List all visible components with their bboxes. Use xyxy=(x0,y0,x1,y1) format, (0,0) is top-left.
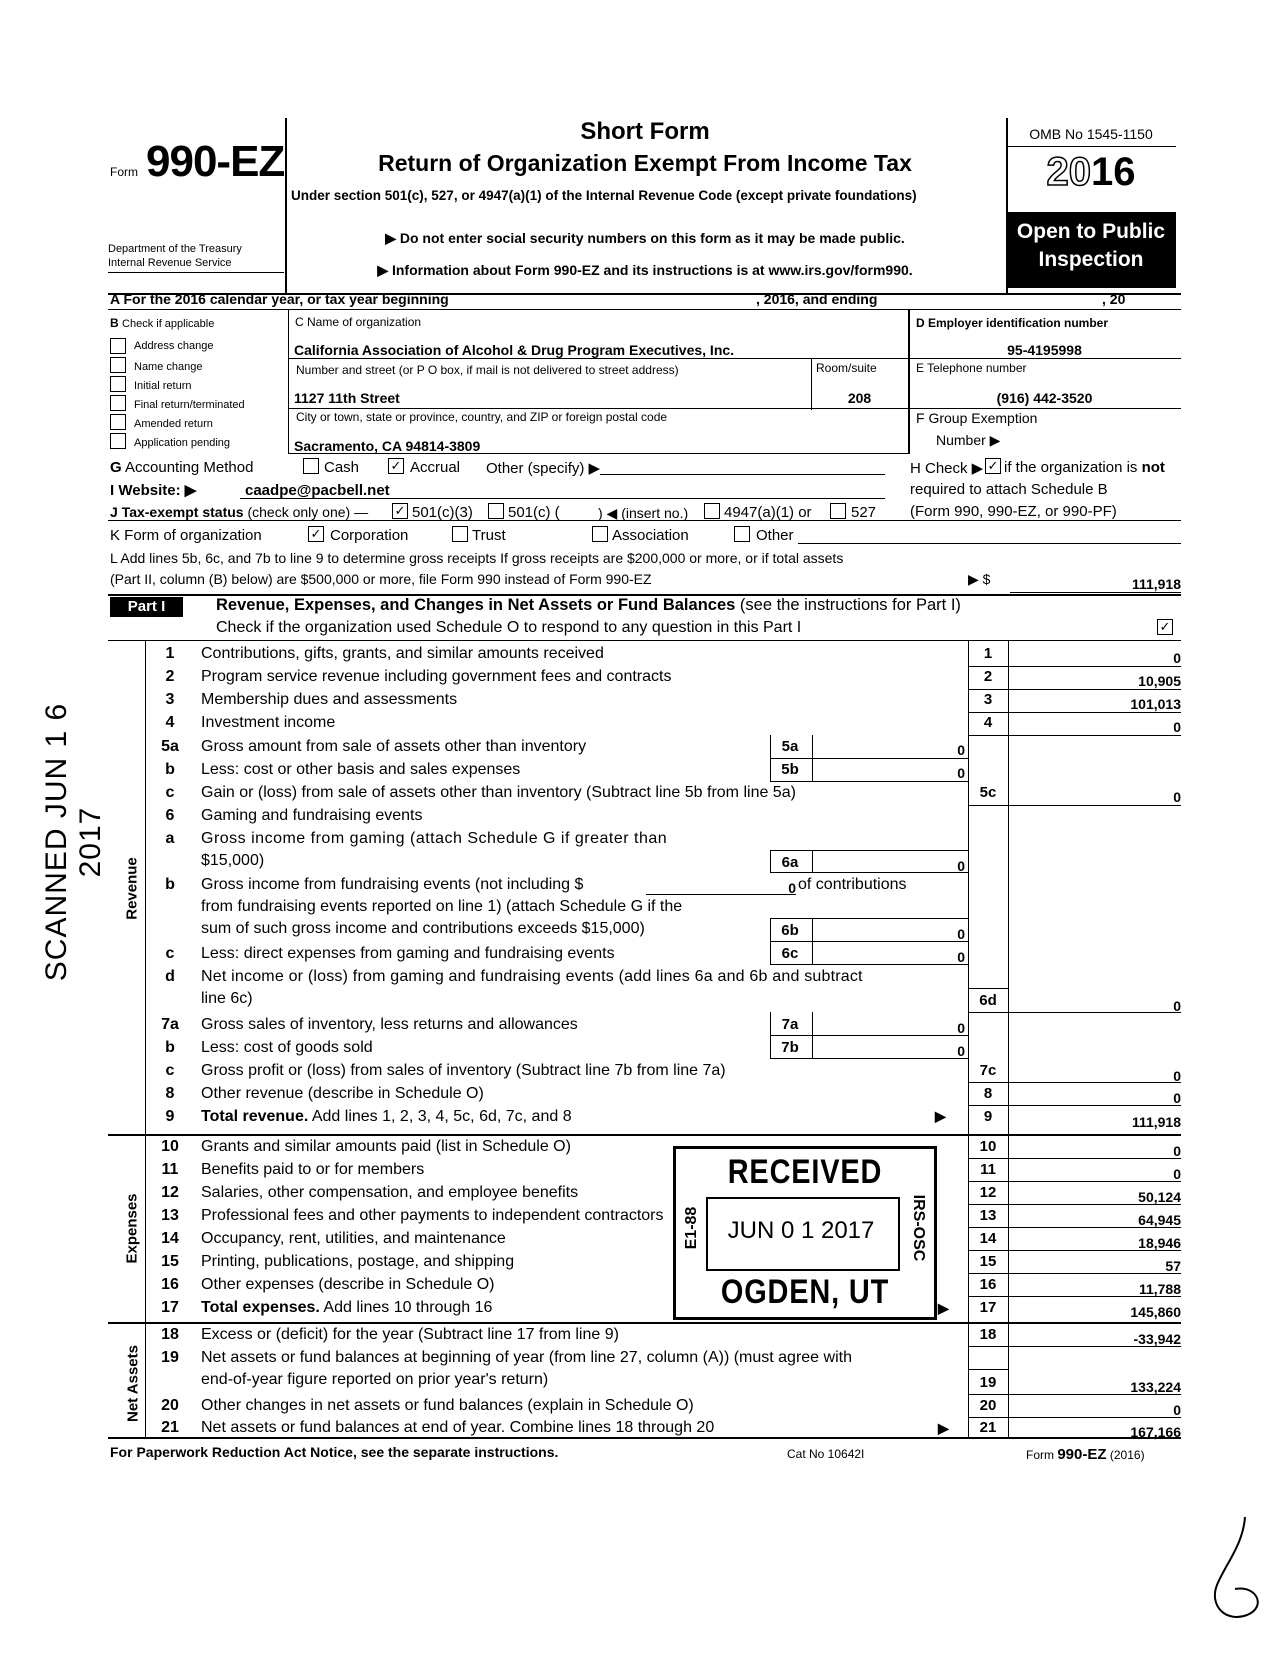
net-assets-side-label: Net Assets xyxy=(124,1345,142,1422)
street-label: Number and street (or P O box, if mail is not delivered to street address) xyxy=(296,363,679,377)
line-a-label: A For the 2016 calendar year, or tax year beginning xyxy=(110,291,449,307)
line-desc: Net assets or fund balances at end of year. Combine lines 18 through 20 xyxy=(201,1419,715,1436)
line-amount[interactable]: 0 xyxy=(1173,998,1181,1014)
mid-box: 5b xyxy=(781,761,799,778)
website-value[interactable]: caadpe@pacbell.net xyxy=(245,482,390,499)
line-box: 21 xyxy=(979,1419,997,1436)
line-amount[interactable]: 133,224 xyxy=(1130,1379,1181,1395)
line-desc-cont: end-of-year figure reported on prior year's return) xyxy=(201,1371,549,1388)
line-box: 20 xyxy=(979,1397,997,1414)
line-desc-cont: line 6c) xyxy=(201,990,253,1007)
street-address[interactable]: 1127 11th Street xyxy=(294,390,400,406)
line-box: 1 xyxy=(983,645,993,662)
line-desc: Total revenue. Add lines 1, 2, 3, 4, 5c, 6d, 7c, and 8 xyxy=(201,1108,572,1125)
phone-label: E Telephone number xyxy=(916,361,1027,375)
line-amount[interactable]: 50,124 xyxy=(1138,1189,1181,1205)
line-box: 2 xyxy=(983,668,993,685)
line-box: 19 xyxy=(979,1374,997,1391)
line-box: 3 xyxy=(983,691,993,708)
line-desc: Excess or (deficit) for the year (Subtract line 17 from line 9) xyxy=(201,1326,619,1343)
amended-return-label: Amended return xyxy=(134,418,213,430)
other-method-label: Other (specify) ▶ xyxy=(486,460,601,477)
line-desc: Professional fees and other payments to independent contractors xyxy=(201,1207,664,1224)
line-box: 4 xyxy=(983,714,993,731)
line-desc: Less: direct expenses from gaming and fundraising events xyxy=(201,945,615,962)
line-box: 15 xyxy=(979,1253,997,1270)
line-desc: Other changes in net assets or fund balances (explain in Schedule O) xyxy=(201,1397,694,1414)
line-amount[interactable]: 145,860 xyxy=(1130,1304,1181,1320)
line-box: 13 xyxy=(979,1207,997,1224)
mid-amount[interactable]: 0 xyxy=(957,742,965,758)
line-l-dollar: ▶ $ xyxy=(968,571,991,587)
schedule-o-checkbox[interactable]: ✓ xyxy=(1157,619,1173,635)
527-checkbox[interactable] xyxy=(830,503,846,519)
line-h-text: if the organization is not xyxy=(1004,459,1165,476)
line-number: 2 xyxy=(165,668,175,685)
stamp-location: OGDEN, UT xyxy=(720,1273,890,1311)
line-desc-cont: from fundraising events reported on line 1) (attach Schedule G if the xyxy=(201,898,683,915)
line-a-end: , 20 xyxy=(1102,291,1126,307)
total-revenue-arrow-icon: ▶ xyxy=(935,1108,946,1124)
year-outline: 20 xyxy=(1046,150,1091,194)
line-desc: Benefits paid to or for members xyxy=(201,1161,425,1178)
org-name[interactable]: California Association of Alcohol & Drug Program Executives, Inc. xyxy=(294,342,735,358)
line-number: 5a xyxy=(161,738,179,755)
line-number: d xyxy=(165,968,175,985)
mid-amount[interactable]: 0 xyxy=(957,765,965,781)
line-number: b xyxy=(165,876,175,893)
line-box: 9 xyxy=(983,1108,993,1125)
mid-box: 6a xyxy=(781,854,799,871)
line-number: 14 xyxy=(161,1230,179,1247)
501c3-checkbox[interactable]: ✓ xyxy=(392,503,408,519)
line-l-text-2: (Part II, column (B) below) are $500,000 or more, file Form 990 instead of Form 990-EZ xyxy=(110,571,652,587)
application-pending-label: Application pending xyxy=(134,437,231,449)
amended-return-checkbox[interactable] xyxy=(110,414,126,430)
footer-cat-number: Cat No 10642I xyxy=(787,1447,865,1461)
open-public-text: Open to Public xyxy=(1016,220,1166,243)
line-desc: Gain or (loss) from sale of assets other than inventory (Subtract line 5b from line 5a) xyxy=(201,784,796,801)
line-number: 15 xyxy=(161,1253,179,1270)
mid-amount[interactable]: 0 xyxy=(957,1020,965,1036)
section-b-title: B Check if applicable xyxy=(110,316,215,330)
line-number: 6 xyxy=(165,807,175,824)
line-box: 5c xyxy=(979,784,997,801)
line-desc: Salaries, other compensation, and employee benefits xyxy=(201,1184,579,1201)
schedule-b-checkbox[interactable]: ✓ xyxy=(985,458,1001,474)
short-form-label: Short Form xyxy=(580,118,710,145)
line-box: 7c xyxy=(979,1062,997,1079)
accounting-method-label: G Accounting Method xyxy=(110,459,254,476)
line-desc: Grants and similar amounts paid (list in Schedule O) xyxy=(201,1138,571,1155)
line-number: c xyxy=(165,1062,175,1079)
address-change-label: Address change xyxy=(134,340,214,352)
room-suite[interactable]: 208 xyxy=(847,390,872,406)
line-amount[interactable]: 11,788 xyxy=(1138,1281,1181,1297)
line-desc: Less: cost or other basis and sales expenses xyxy=(201,761,521,778)
line-box: 17 xyxy=(979,1299,997,1316)
501c-checkbox[interactable] xyxy=(488,503,504,519)
insert-no-label: ) ◀ (insert no.) xyxy=(598,505,689,521)
mid-box: 7b xyxy=(781,1039,799,1056)
city-state-zip[interactable]: Sacramento, CA 94814-3809 xyxy=(294,438,481,454)
line-desc: Gross income from gaming (attach Schedule G if greater than xyxy=(201,830,668,847)
trust-checkbox[interactable] xyxy=(452,526,468,542)
handwritten-mark-icon xyxy=(1195,1515,1275,1625)
tax-year xyxy=(1006,150,1176,195)
line-amount[interactable]: 111,918 xyxy=(1131,1114,1181,1130)
line-number: 9 xyxy=(165,1108,175,1125)
form-prefix: Form xyxy=(110,165,138,179)
group-exemption-number-label: Number ▶ xyxy=(936,432,1001,448)
line-number: 11 xyxy=(161,1161,179,1178)
line-amount[interactable]: 0 xyxy=(1173,1166,1181,1182)
mid-amount[interactable]: 0 xyxy=(957,858,965,874)
line-desc-cont: sum of such gross income and contributions exceeds $15,000) xyxy=(201,920,645,937)
cash-checkbox[interactable] xyxy=(303,458,319,474)
phone-value[interactable]: (916) 442-3520 xyxy=(996,390,1093,406)
line-amount[interactable]: 0 xyxy=(1173,1068,1181,1084)
line-amount[interactable]: 10,905 xyxy=(1138,673,1181,689)
omb-number: OMB No 1545-1150 xyxy=(1029,126,1153,142)
line-number: b xyxy=(165,761,175,778)
line-a-mid: , 2016, and ending xyxy=(756,291,878,307)
mid-amount[interactable]: 0 xyxy=(957,1043,965,1059)
footer-form-id: Form 990-EZ (2016) xyxy=(1026,1446,1145,1463)
line-number: c xyxy=(165,945,175,962)
other-org-label: Other xyxy=(756,527,794,544)
line-h-label: H Check ▶ xyxy=(910,460,984,477)
line-number: 10 xyxy=(161,1138,179,1155)
accrual-label: Accrual xyxy=(410,459,461,476)
part-i-check-text: Check if the organization used Schedule O to respond to any question in this Part I xyxy=(216,619,802,636)
line-number: 8 xyxy=(165,1085,175,1102)
stamp-right-code: IRS-OSC xyxy=(910,1194,927,1262)
accrual-checkbox[interactable]: ✓ xyxy=(388,458,404,474)
initial-return-checkbox[interactable] xyxy=(110,376,126,392)
line-desc: Gaming and fundraising events xyxy=(201,807,423,824)
stamp-date: JUN 0 1 2017 xyxy=(727,1217,875,1244)
dept-treasury: Department of the Treasury xyxy=(108,243,242,255)
fundraising-contributions[interactable]: 0 xyxy=(788,880,796,896)
line-amount[interactable]: 0 xyxy=(1173,1143,1181,1159)
line-box: 14 xyxy=(979,1230,997,1247)
mid-box: 5a xyxy=(781,738,799,755)
line-desc: Gross amount from sale of assets other than inventory xyxy=(201,738,587,755)
initial-return-label: Initial return xyxy=(134,380,192,392)
association-label: Association xyxy=(612,527,689,544)
open-to-public-banner xyxy=(1006,212,1176,288)
year-bold: 16 xyxy=(1091,150,1136,194)
stamp-received-text: RECEIVED xyxy=(727,1153,883,1191)
corporation-label: Corporation xyxy=(330,527,409,544)
mid-amount[interactable]: 0 xyxy=(957,926,965,942)
line-desc: Membership dues and assessments xyxy=(201,691,458,708)
line-number: 16 xyxy=(161,1276,179,1293)
line-number: b xyxy=(165,1039,175,1056)
room-label: Room/suite xyxy=(816,361,877,375)
line-number: 21 xyxy=(161,1419,179,1436)
city-label: City or town, state or province, country, and ZIP or foreign postal code xyxy=(296,410,668,424)
info-note: ▶ Information about Form 990-EZ and its instructions is at www.irs.gov/form990. xyxy=(377,262,913,278)
line-number: 4 xyxy=(165,714,175,731)
line-box: 16 xyxy=(979,1276,997,1293)
line-amount[interactable]: 167,166 xyxy=(1130,1424,1181,1440)
line-box: 18 xyxy=(979,1326,997,1343)
line-amount[interactable]: 0 xyxy=(1173,1402,1181,1418)
stamp-left-code: E1-88 xyxy=(683,1206,700,1250)
line-amount[interactable]: 18,946 xyxy=(1138,1235,1181,1251)
line-desc: Gross sales of inventory, less returns and allowances xyxy=(201,1016,578,1033)
501c3-label: 501(c)(3) xyxy=(412,504,473,521)
dept-irs: Internal Revenue Service xyxy=(108,257,232,269)
line-h-text-2: required to attach Schedule B xyxy=(910,481,1108,498)
line-desc: Investment income xyxy=(201,714,336,731)
received-stamp xyxy=(673,1146,937,1320)
line-desc: Occupancy, rent, utilities, and maintenance xyxy=(201,1230,506,1247)
line-box: 6d xyxy=(979,992,997,1009)
line-number: c xyxy=(165,784,175,801)
inspection-text: Inspection xyxy=(1038,248,1144,271)
net-assets-arrow-icon: ▶ xyxy=(938,1420,949,1436)
tax-exempt-label: J Tax-exempt status (check only one) — xyxy=(110,504,369,520)
line-desc: Total expenses. Add lines 10 through 16 xyxy=(201,1299,493,1316)
line-number: 1 xyxy=(165,645,175,662)
line-amount[interactable]: 101,013 xyxy=(1130,696,1181,712)
line-amount[interactable]: 0 xyxy=(1173,1090,1181,1106)
line-desc: Gross profit or (loss) from sales of inventory (Subtract line 7b from line 7a) xyxy=(201,1062,726,1079)
line-box: 8 xyxy=(983,1085,993,1102)
line-number: 19 xyxy=(161,1349,179,1366)
ein-label: D Employer identification number xyxy=(916,316,1109,330)
line-box: 11 xyxy=(980,1161,996,1178)
line-amount[interactable]: -33,942 xyxy=(1133,1331,1181,1347)
527-label: 527 xyxy=(851,504,877,521)
address-change-checkbox[interactable] xyxy=(110,338,126,354)
name-change-checkbox[interactable] xyxy=(110,357,126,373)
form-title: Return of Organization Exempt From Income Tax xyxy=(378,150,912,176)
scanned-stamp: SCANNED JUN 1 6 2017 xyxy=(40,702,107,982)
line-number: 18 xyxy=(161,1326,179,1343)
mid-box: 6c xyxy=(781,945,799,962)
form-of-org-label: K Form of organization xyxy=(110,527,262,544)
4947-checkbox[interactable] xyxy=(704,503,720,519)
line-desc: Printing, publications, postage, and shipping xyxy=(201,1253,515,1270)
revenue-side-label: Revenue xyxy=(123,857,141,920)
cash-label: Cash xyxy=(324,459,360,476)
total-expenses-arrow-icon: ▶ xyxy=(938,1300,949,1316)
name-change-label: Name change xyxy=(134,361,203,373)
line-l-text-1: L Add lines 5b, 6c, and 7b to line 9 to determine gross receipts If gross receipts are $200,000 or more, or if total assets xyxy=(110,550,844,566)
line-amount[interactable]: 0 xyxy=(1173,789,1181,805)
association-checkbox[interactable] xyxy=(592,526,608,542)
trust-label: Trust xyxy=(472,527,506,544)
corporation-checkbox[interactable]: ✓ xyxy=(308,526,324,542)
final-return-checkbox[interactable] xyxy=(110,395,126,411)
group-exemption-label: F Group Exemption xyxy=(916,410,1038,426)
expenses-side-label: Expenses xyxy=(123,1193,141,1264)
ssn-note: ▶ Do not enter social security numbers on this form as it may be made public. xyxy=(385,230,905,246)
line-number: 20 xyxy=(161,1397,179,1414)
line-amount[interactable]: 0 xyxy=(1173,719,1181,735)
line-box: 12 xyxy=(979,1184,997,1201)
line-h-text-3: (Form 990, 990-EZ, or 990-PF) xyxy=(910,503,1117,520)
part-i-title: Revenue, Expenses, and Changes in Net Assets or Fund Balances (see the instructions for Part I) xyxy=(216,596,961,614)
line-desc: Net income or (loss) from gaming and fundraising events (add lines 6a and 6b and subtract xyxy=(201,968,863,985)
line-desc: Program service revenue including government fees and contracts xyxy=(201,668,672,685)
line-amount[interactable]: 57 xyxy=(1165,1258,1181,1274)
501c-label: 501(c) ( xyxy=(508,504,560,521)
mid-box: 6b xyxy=(781,922,799,939)
application-pending-checkbox[interactable] xyxy=(110,433,126,449)
website-label: I Website: ▶ xyxy=(110,482,197,499)
line-number: 7a xyxy=(161,1016,179,1033)
part-i-tag: Part I xyxy=(110,597,183,617)
footer-paperwork-notice: For Paperwork Reduction Act Notice, see the separate instructions. xyxy=(110,1444,559,1460)
line-desc: Net assets or fund balances at beginning of year (from line 27, column (A)) (must agree with xyxy=(201,1349,852,1366)
line-desc: Gross income from fundraising events (not including $ xyxy=(201,876,584,893)
4947-label: 4947(a)(1) or xyxy=(724,504,812,521)
mid-box: 7a xyxy=(781,1016,799,1033)
of-contributions: of contributions xyxy=(798,876,907,893)
line-desc-cont: $15,000) xyxy=(201,852,265,869)
line-desc: Less: cost of goods sold xyxy=(201,1039,373,1056)
other-org-checkbox[interactable] xyxy=(734,526,750,542)
ein-value[interactable]: 95-4195998 xyxy=(1007,342,1082,358)
line-number: 3 xyxy=(165,691,175,708)
line-box: 10 xyxy=(979,1138,997,1155)
line-desc: Contributions, gifts, grants, and similar amounts received xyxy=(201,645,604,662)
line-desc: Other expenses (describe in Schedule O) xyxy=(201,1276,495,1293)
final-return-label: Final return/terminated xyxy=(134,399,245,411)
line-number: 12 xyxy=(161,1184,179,1201)
mid-amount[interactable]: 0 xyxy=(957,949,965,965)
line-number: 17 xyxy=(161,1299,179,1316)
line-amount[interactable]: 64,945 xyxy=(1138,1212,1181,1228)
line-number: 13 xyxy=(161,1207,179,1224)
line-desc: Other revenue (describe in Schedule O) xyxy=(201,1085,484,1102)
form-number: 990-EZ xyxy=(146,137,285,186)
form-subtitle: Under section 501(c), 527, or 4947(a)(1) of the Internal Revenue Code (except private foundations) xyxy=(291,188,917,203)
gross-receipts-amount[interactable]: 111,918 xyxy=(1131,576,1181,592)
org-name-label: C Name of organization xyxy=(295,315,422,329)
line-amount[interactable]: 0 xyxy=(1173,650,1181,666)
line-number: a xyxy=(165,830,175,847)
